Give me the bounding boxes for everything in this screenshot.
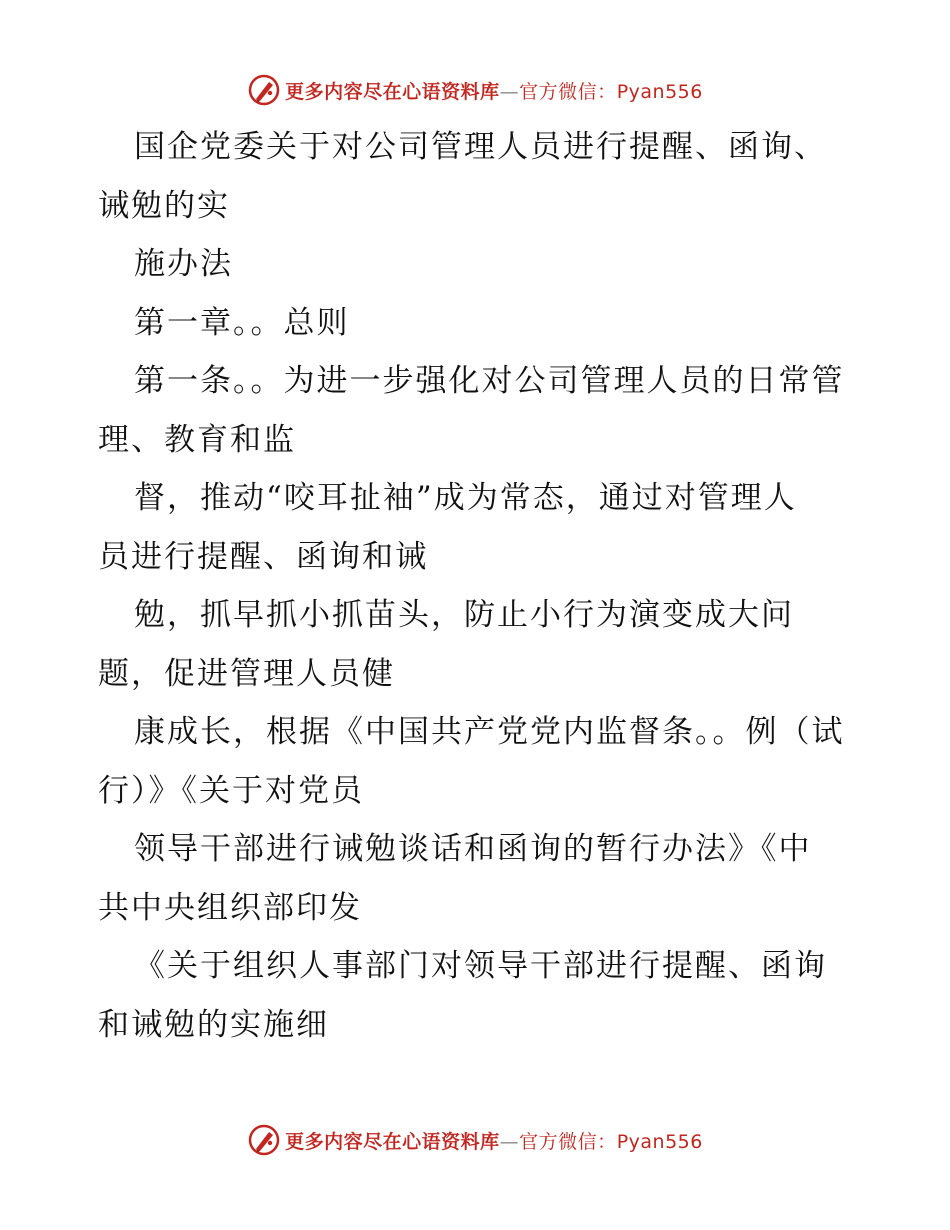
- document-line: 督，推动“咬耳扯袖”成为常态，通过对管理人: [134, 480, 797, 516]
- document-body: [98, 118, 858, 1054]
- document-line: 题，促进管理人员健: [98, 655, 395, 692]
- footer-wechat-id: Pyan556: [616, 1130, 703, 1153]
- document-line: 理、教育和监: [98, 421, 296, 458]
- footer-banner: [0, 1120, 950, 1160]
- header-separator: —: [499, 80, 520, 103]
- document-line: 第一条。。为进一步强化对公司管理人员的日常管: [134, 363, 845, 399]
- footer-slogan: 更多内容尽在心语资料库: [285, 1130, 500, 1153]
- header-banner-text: [285, 77, 703, 104]
- footer-banner-text: [285, 1127, 703, 1154]
- document-line: 和诫勉的实施细: [98, 1006, 329, 1043]
- document-line: 施办法: [134, 246, 233, 282]
- document-line: 第一章。。总则: [134, 304, 350, 341]
- document-line: 国企党委关于对公司管理人员进行提醒、函询、: [134, 129, 827, 165]
- header-wechat-label: 官方微信：: [519, 80, 617, 103]
- header-banner: [0, 70, 950, 110]
- header-wechat-id: Pyan556: [616, 80, 703, 103]
- footer-wechat-label: 官方微信：: [519, 1130, 617, 1153]
- document-line: 领导干部进行诫勉谈话和函询的暂行办法》《中: [134, 831, 812, 867]
- document-line: 勉，抓早抓小抓苗头，防止小行为演变成大问: [134, 597, 794, 633]
- header-slogan: 更多内容尽在心语资料库: [285, 80, 500, 103]
- footer-separator: —: [499, 1130, 520, 1153]
- document-line: 康成长，根据《中国共产党党内监督条。。例（试: [134, 714, 845, 750]
- pen-circle-logo-icon: [247, 73, 281, 107]
- document-line: 《关于组织人事部门对领导干部进行提醒、函询: [134, 948, 827, 984]
- document-line: 行）》《关于对党员: [98, 772, 364, 809]
- pen-circle-logo-icon: [247, 1123, 281, 1157]
- document-line: 共中央组织部印发: [98, 889, 362, 926]
- document-line: 员进行提醒、函询和诫: [98, 538, 428, 575]
- document-line: 诫勉的实: [98, 187, 230, 224]
